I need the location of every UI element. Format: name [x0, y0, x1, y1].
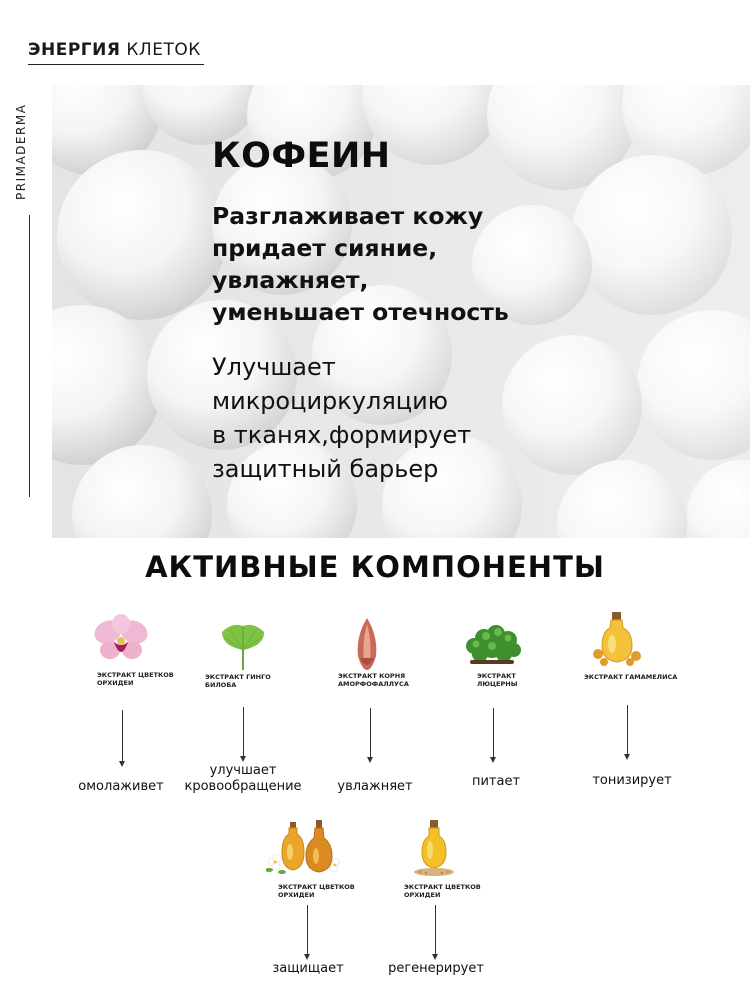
component-effect: тонизирует: [592, 773, 672, 788]
component-effect: улучшает кровообращение: [184, 763, 302, 794]
hero-bold-line: Разглаживает кожу: [212, 202, 484, 230]
arrow-down: [243, 707, 244, 757]
orchid-icon: [92, 614, 150, 668]
component-label: ЭКСТРАКТ ЦВЕТКОВ ОРХИДЕИ: [97, 671, 174, 687]
brand-divider: [29, 215, 30, 497]
amorphophallus-flower-icon: [352, 616, 382, 672]
component-effect: защищает: [272, 961, 344, 976]
oil-bottle-icon: [592, 610, 644, 668]
hero-bold-line: придает сияние,: [212, 234, 438, 262]
arrow-down: [122, 710, 123, 762]
component-effect: омолаживет: [78, 779, 164, 794]
component-label: ЭКСТРАКТ ГИНГО БИЛОБА: [205, 673, 271, 689]
section-title: АКТИВНЫЕ КОМПОНЕНТЫ: [145, 550, 605, 584]
hero-bold-line: увлажняет,: [212, 266, 369, 294]
oil-bottle-seeds-icon: [412, 818, 456, 876]
ginkgo-leaf-icon: [218, 620, 268, 672]
hero-benefits-normal: [212, 350, 732, 486]
component-label: ЭКСТРАКТ ЦВЕТКОВ ОРХИДЕИ: [404, 883, 481, 899]
component-effect: увлажняет: [337, 779, 413, 794]
component-effect: питает: [471, 774, 521, 789]
oil-bottles-flowers-icon: [266, 818, 340, 876]
header-title-bold: ЭНЕРГИЯ: [28, 40, 121, 60]
arrow-down: [370, 708, 371, 758]
component-label: ЭКСТРАКТ ГАМАМЕЛИСА: [584, 673, 678, 681]
arrow-down: [493, 708, 494, 758]
component-label: ЭКСТРАКТ ЦВЕТКОВ ОРХИДЕИ: [278, 883, 355, 899]
hero-normal-line: Улучшает: [212, 353, 336, 381]
hero-normal-line: микроциркуляцию: [212, 387, 448, 415]
header-title-light: КЛЕТОК: [126, 40, 201, 60]
hero-normal-line: защитный барьер: [212, 455, 439, 483]
hero-benefits-bold: [212, 200, 732, 328]
component-label: ЭКСТРАКТ ЛЮЦЕРНЫ: [477, 672, 518, 688]
hero-title: КОФЕИН: [212, 136, 391, 176]
component-effect: регенерирует: [388, 961, 484, 976]
alfalfa-sprouts-icon: [462, 620, 522, 668]
header-title: [28, 40, 201, 60]
component-label: ЭКСТРАКТ КОРНЯ АМОРФОФАЛЛУСА: [338, 672, 409, 688]
arrow-down: [307, 905, 308, 955]
arrow-down: [435, 905, 436, 955]
hero-bold-line: уменьшает отечность: [212, 298, 509, 326]
arrow-down: [627, 705, 628, 755]
hero-normal-line: в тканях,формирует: [212, 421, 472, 449]
brand-vertical: PRIMADERMA: [14, 103, 28, 200]
header-divider: [28, 64, 204, 65]
